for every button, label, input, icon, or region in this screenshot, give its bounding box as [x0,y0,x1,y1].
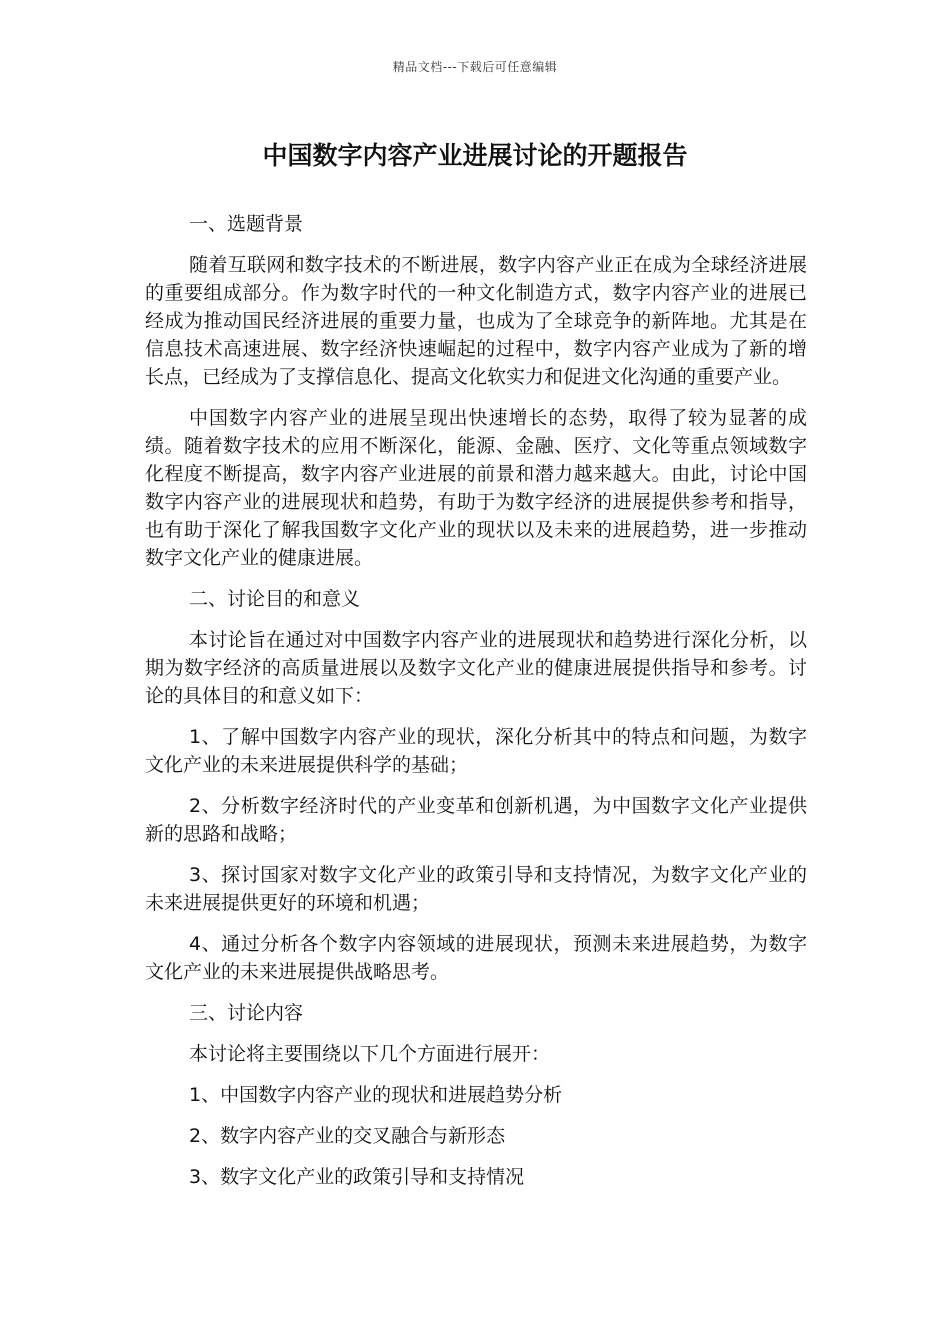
section-heading-content: 三、讨论内容 [189,1002,304,1024]
purpose-item-3: 3、探讨国家对数字文化产业的政策引导和支持情况，为数字文化产业的未来进展提供更好的环境和机遇； [145,864,807,914]
background-paragraph-1: 随着互联网和数字技术的不断进展，数字内容产业正在成为全球经济进展的重要组成部分。作为数字时代的一种文化制造方式，数字内容产业的进展已经成为推动国民经济进展的重要力量，也成为了全球竞争的新阵地。尤其是在信息技术高速进展、数字经济快速崛起的过程中，数字内容产业成为了新的增长点，已经成为了支撑信息化、提高文化软实力和促进文化沟通的重要产业。 [145,254,807,388]
purpose-item-2: 2、分析数字经济时代的产业变革和创新机遇，为中国数字文化产业提供新的思路和战略； [145,795,807,845]
section-heading-purpose: 二、讨论目的和意义 [189,588,361,610]
background-paragraph-2: 中国数字内容产业的进展呈现出快速增长的态势，取得了较为显著的成绩。随着数字技术的应用不断深化，能源、金融、医疗、文化等重点领域数字化程度不断提高，数字内容产业进展的前景和潜力越来越大。由此，讨论中国数字内容产业的进展现状和趋势，有助于为数字经济的进展提供参考和指导，也有助于深化了解我国数字文化产业的现状以及未来的进展趋势，进一步推动数字文化产业的健康进展。 [145,407,807,569]
purpose-item-1: 1、了解中国数字内容产业的现状，深化分析其中的特点和问题，为数字文化产业的未来进展提供科学的基础； [145,726,807,776]
document-title: 中国数字内容产业进展讨论的开题报告 [262,141,688,170]
header-note: 精品文档---下载后可任意编辑 [392,60,558,74]
content-intro: 本讨论将主要围绕以下几个方面进行展开： [189,1043,551,1065]
content-item-2: 2、数字内容产业的交叉融合与新形态 [189,1125,506,1147]
purpose-intro-paragraph: 本讨论旨在通过对中国数字内容产业的进展现状和趋势进行深化分析，以期为数字经济的高质量进展以及数字文化产业的健康进展提供指导和参考。讨论的具体目的和意义如下： [145,629,807,707]
purpose-item-4: 4、通过分析各个数字内容领域的进展现状，预测未来进展趋势，为数字文化产业的未来进展提供战略思考。 [145,933,807,983]
document-body [145,210,807,1204]
content-item-3: 3、数字文化产业的政策引导和支持情况 [189,1166,525,1188]
section-heading-background: 一、选题背景 [189,213,304,235]
content-item-1: 1、中国数字内容产业的现状和进展趋势分析 [189,1084,563,1106]
